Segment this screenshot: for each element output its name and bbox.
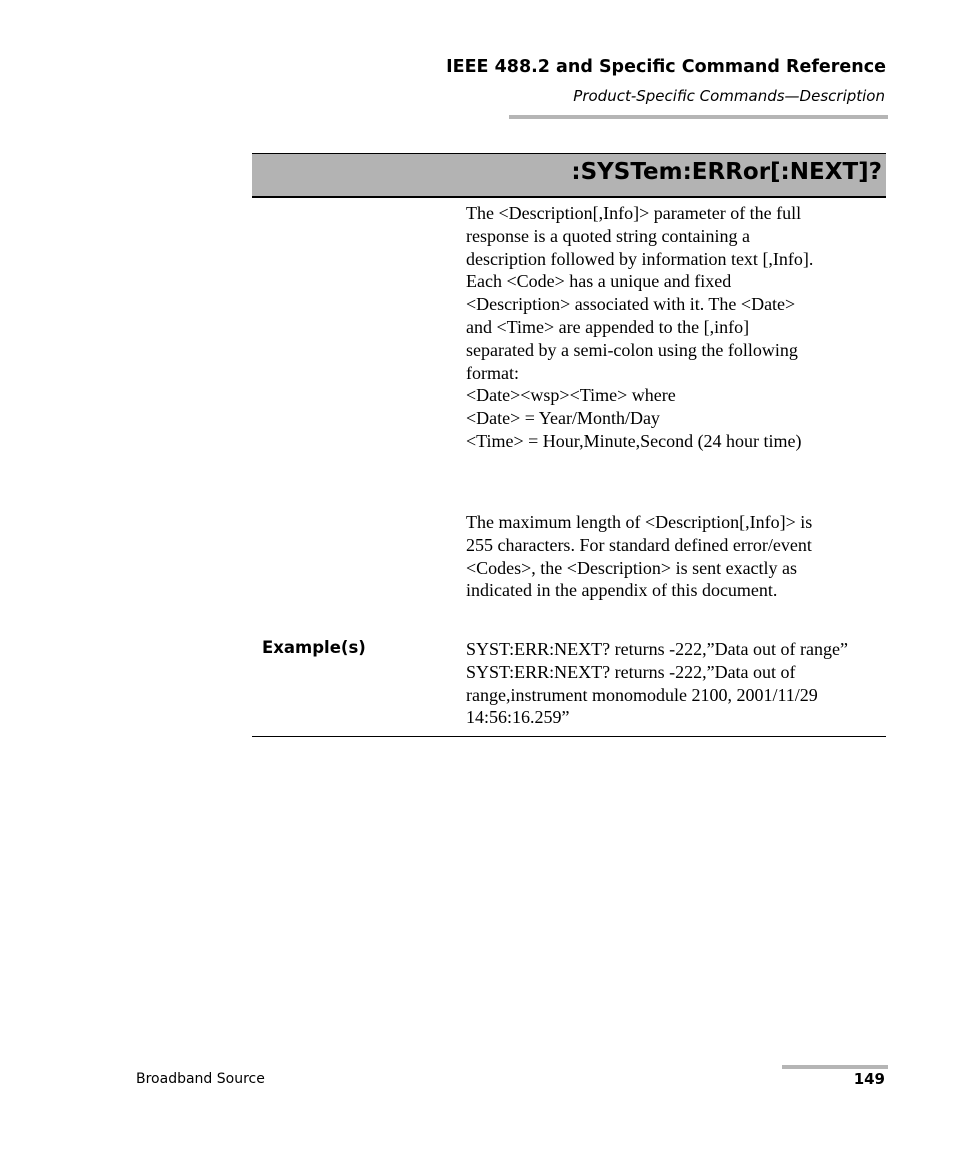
table-bottom-rule xyxy=(252,736,886,737)
example-line: range,instrument monomodule 2100, 2001/11/29 xyxy=(466,684,818,705)
header-rule xyxy=(509,115,888,119)
text-line: The maximum length of <Description[,Info]> is xyxy=(466,512,813,532)
example-line: 14:56:16.259” xyxy=(466,707,570,728)
footer-rule xyxy=(782,1065,888,1069)
text-line: 255 characters. For standard defined error/event xyxy=(466,534,812,555)
text-line: <Description> associated with it. The <Date> xyxy=(466,294,796,315)
text-line: description followed by information text [,Info]. xyxy=(466,248,814,269)
examples-label: Example(s) xyxy=(262,638,366,657)
text-line: <Time> = Hour,Minute,Second (24 hour time) xyxy=(466,430,802,451)
command-title: :SYSTem:ERRor[:NEXT]? xyxy=(571,159,882,185)
example-line: SYST:ERR:NEXT? returns -222,”Data out of xyxy=(466,661,796,682)
examples-text xyxy=(466,638,886,729)
text-line: separated by a semi-colon using the following xyxy=(466,339,798,360)
text-line: and <Time> are appended to the [,info] xyxy=(466,316,750,337)
text-line: format: xyxy=(466,362,519,383)
text-line: response is a quoted string containing a xyxy=(466,225,750,246)
text-line: The <Description[,Info]> parameter of the full xyxy=(466,203,802,223)
running-header-subtitle: Product-Specific Commands—Description xyxy=(573,87,885,105)
text-line: Each <Code> has a unique and fixed xyxy=(466,271,732,292)
text-line: <Date> = Year/Month/Day xyxy=(466,408,660,429)
command-title-bar xyxy=(252,153,886,198)
running-header-title: IEEE 488.2 and Specific Command Reference xyxy=(446,57,886,77)
page-number: 149 xyxy=(853,1070,885,1088)
description-paragraph-2 xyxy=(466,511,886,602)
footer-product-name: Broadband Source xyxy=(136,1071,265,1087)
text-line: <Date><wsp><Time> where xyxy=(466,385,676,406)
text-line: <Codes>, the <Description> is sent exactly as xyxy=(466,557,798,578)
example-line: SYST:ERR:NEXT? returns -222,”Data out of range” xyxy=(466,639,849,659)
text-line: indicated in the appendix of this document. xyxy=(466,580,778,601)
description-paragraph-1 xyxy=(466,202,886,453)
